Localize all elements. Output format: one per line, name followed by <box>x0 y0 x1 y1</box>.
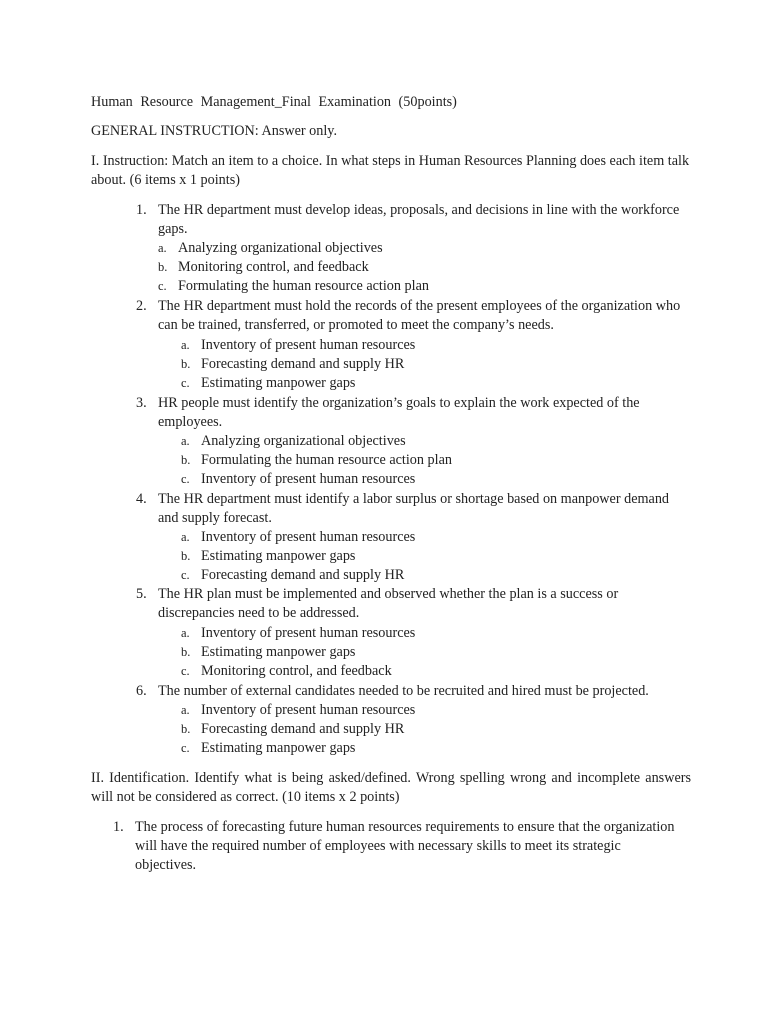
option-letter: c. <box>181 568 190 582</box>
option-letter: a. <box>181 626 190 640</box>
question-text: The HR department must identify a labor surplus or shortage based on manpower demand and supply forecast. <box>158 491 670 526</box>
option-letter: a. <box>181 434 190 448</box>
option-letter: b. <box>181 453 191 467</box>
option-letter: b. <box>158 260 168 274</box>
option-letter: a. <box>181 703 190 717</box>
question-text: The HR department must hold the records of the present employees of the organization who can be trained, transferred, or promoted to meet the company’s needs. <box>158 298 681 333</box>
option-letter: a. <box>181 338 190 352</box>
option-text: Inventory of present human resources <box>201 625 416 641</box>
exam-title: Human Resource Management_Final Examination (50points) <box>91 94 457 110</box>
option-text: Analyzing organizational objectives <box>178 240 383 256</box>
option-text: Estimating manpower gaps <box>201 740 356 756</box>
section1-instruction: I. Instruction: Match an item to a choice. In what steps in Human Resources Planning does each item talk about. (6 items x 1 points) <box>91 153 690 188</box>
option-letter: b. <box>181 722 191 736</box>
option-letter: a. <box>181 530 190 544</box>
section2-instruction: II. Identification. Identify what is being asked/defined. Wrong spelling wrong and incomplete answers will not be considered as correct. (10 items x 2 points) <box>91 770 691 805</box>
question-number: 2. <box>136 298 147 314</box>
option-text: Monitoring control, and feedback <box>201 663 392 679</box>
question-number: 4. <box>136 491 147 507</box>
option-text: Inventory of present human resources <box>201 471 416 487</box>
option-letter: a. <box>158 241 167 255</box>
general-instruction: GENERAL INSTRUCTION: Answer only. <box>91 123 338 139</box>
option-letter: c. <box>158 279 167 293</box>
question-text: HR people must identify the organization’s goals to explain the work expected of the employees. <box>158 395 640 430</box>
option-text: Formulating the human resource action plan <box>201 452 452 468</box>
option-text: Inventory of present human resources <box>201 702 416 718</box>
question-text: The number of external candidates needed to be recruited and hired must be projected. <box>158 683 649 699</box>
question-number: 6. <box>136 683 147 699</box>
option-text: Forecasting demand and supply HR <box>201 567 405 583</box>
option-text: Estimating manpower gaps <box>201 644 356 660</box>
question-text: The HR department must develop ideas, proposals, and decisions in line with the workforce gaps. <box>158 202 680 237</box>
option-letter: b. <box>181 549 191 563</box>
item-text: The process of forecasting future human resources requirements to ensure that the organization will have the required number of employees with necessary skills to meet its strategic objectives. <box>135 819 675 873</box>
option-text: Formulating the human resource action plan <box>178 278 429 294</box>
option-text: Forecasting demand and supply HR <box>201 356 405 372</box>
option-letter: c. <box>181 664 190 678</box>
question-text: The HR plan must be implemented and observed whether the plan is a success or discrepancies need to be addressed. <box>158 586 619 621</box>
option-text: Analyzing organizational objectives <box>201 433 406 449</box>
question-number: 3. <box>136 395 147 411</box>
question-number: 5. <box>136 586 147 602</box>
option-letter: b. <box>181 645 191 659</box>
option-text: Estimating manpower gaps <box>201 548 356 564</box>
item-number: 1. <box>113 819 124 835</box>
option-text: Monitoring control, and feedback <box>178 259 369 275</box>
option-text: Inventory of present human resources <box>201 337 416 353</box>
option-letter: c. <box>181 376 190 390</box>
option-text: Estimating manpower gaps <box>201 375 356 391</box>
option-letter: c. <box>181 472 190 486</box>
option-text: Forecasting demand and supply HR <box>201 721 405 737</box>
option-letter: c. <box>181 741 190 755</box>
question-number: 1. <box>136 202 147 218</box>
option-letter: b. <box>181 357 191 371</box>
option-text: Inventory of present human resources <box>201 529 416 545</box>
